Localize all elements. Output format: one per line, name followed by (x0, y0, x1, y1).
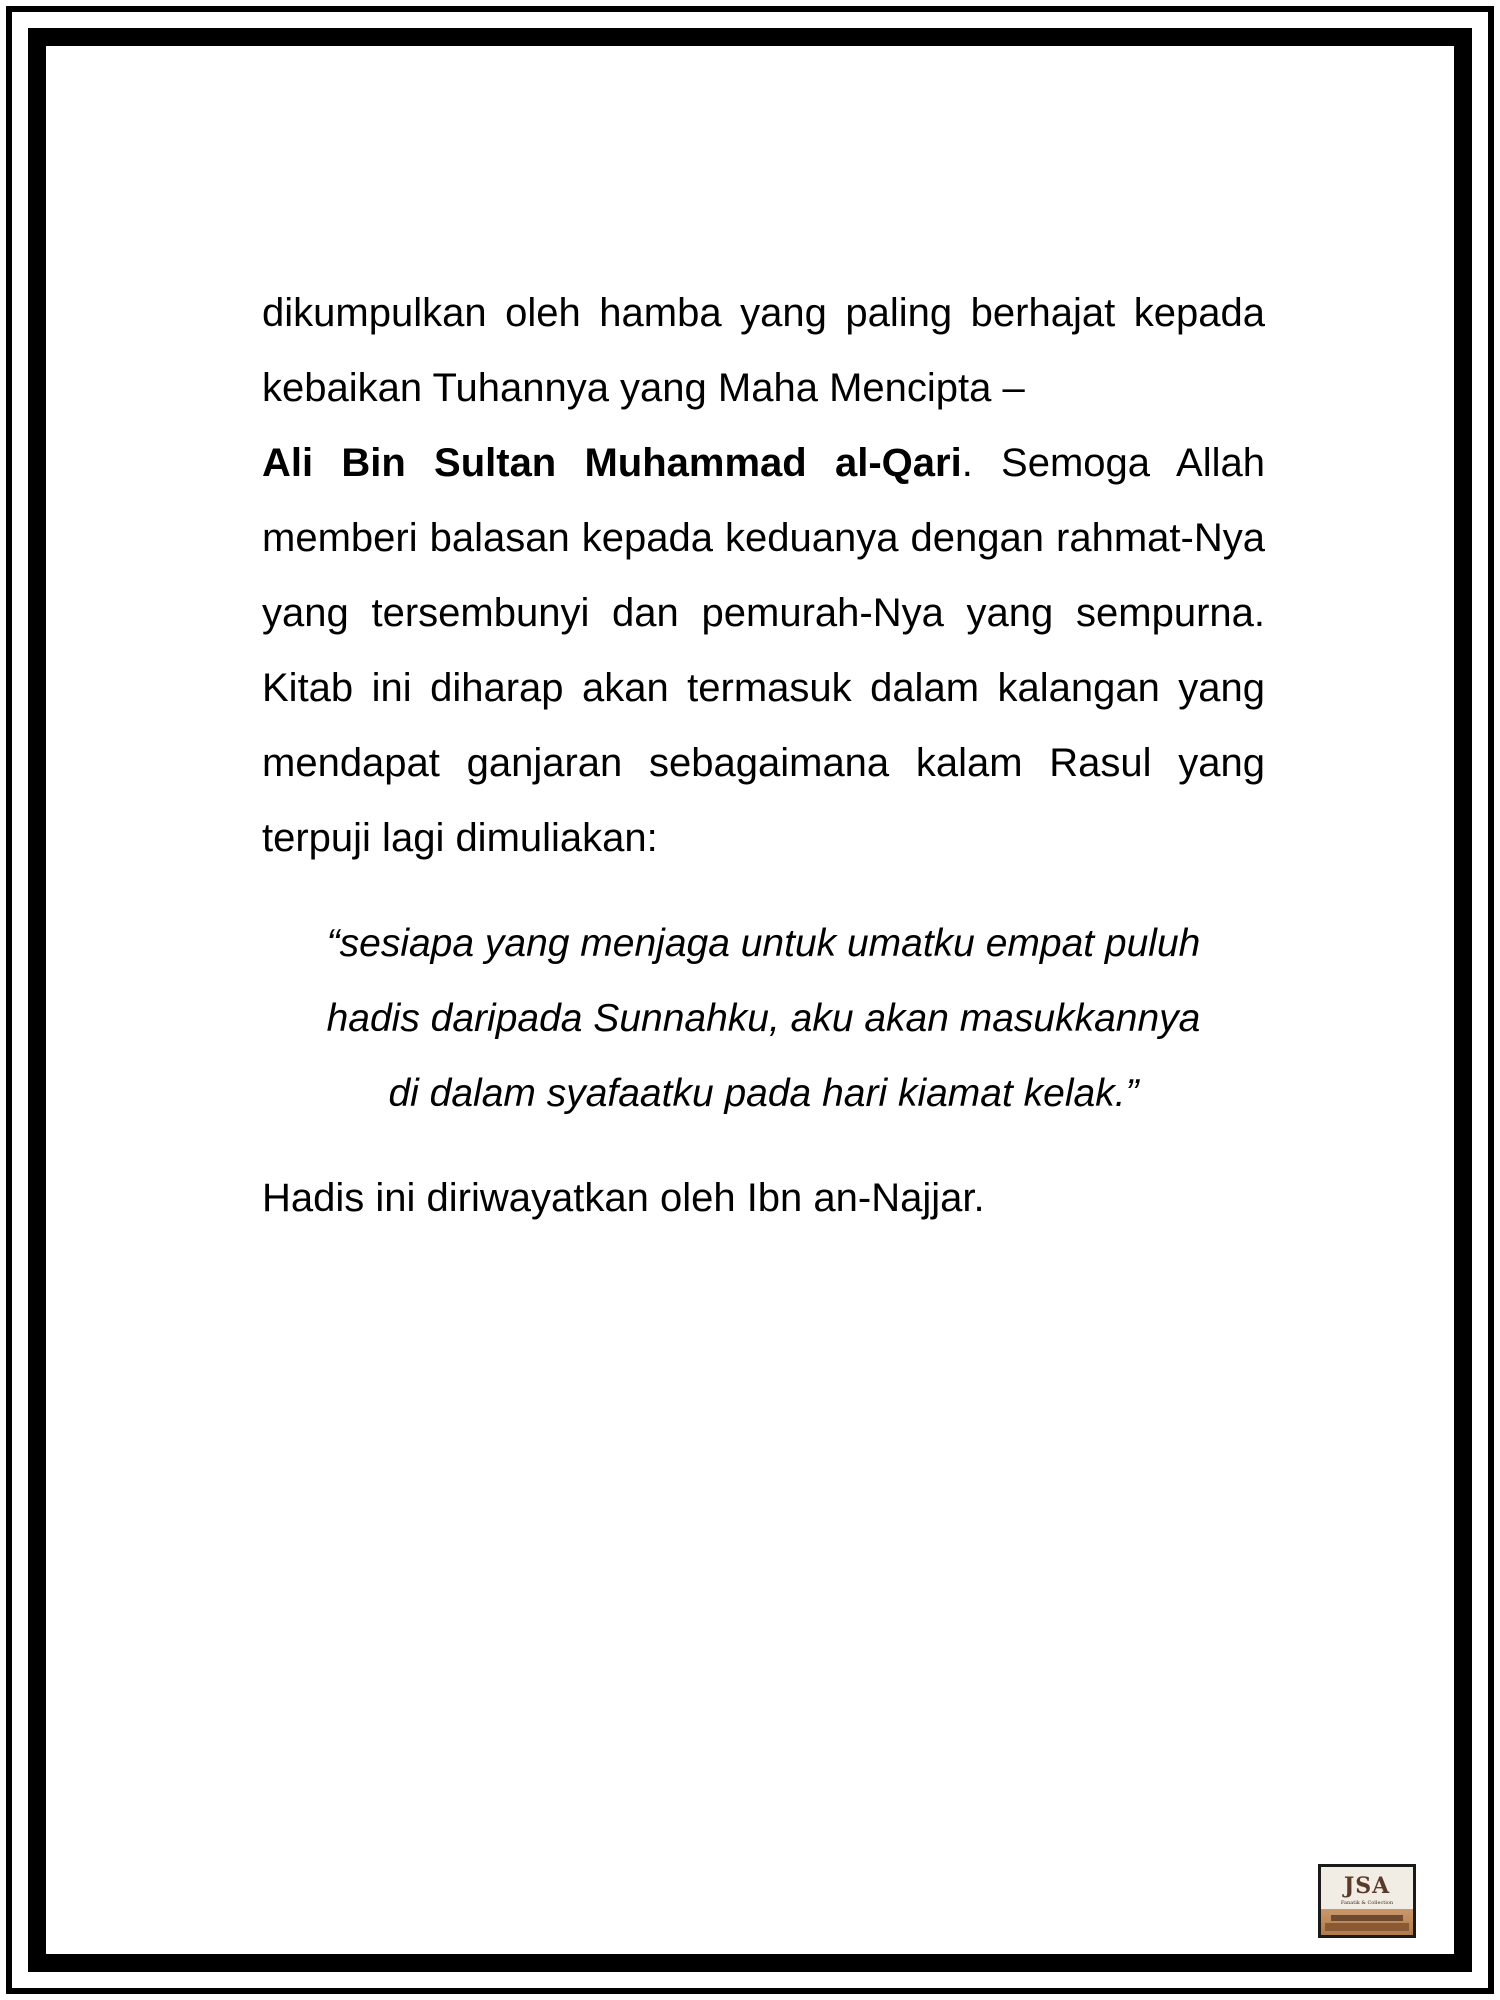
page-content (262, 276, 1265, 1236)
logo-text: JSA (1343, 1873, 1391, 1899)
jsa-logo (1318, 1864, 1416, 1938)
quote-line: “sesiapa yang menjaga untuk umatku empat puluh (326, 922, 1201, 965)
hadith-quote (262, 906, 1265, 1131)
author-name: Ali Bin Sultan Muhammad al-Qari (262, 441, 962, 485)
logo-base (1325, 1923, 1409, 1931)
paragraph-text-end: . Semoga Allah memberi balasan kepada keduanya dengan rahmat-Nya yang tersembunyi dan pemurah-Nya yang sempurna. Kitab ini diharap akan termasuk dalam kalangan yang mendapat ganjaran sebagaimana kalam Rasul yang terpuji lagi dimuliakan: (262, 441, 1265, 860)
paragraph-text-start: dikumpulkan oleh hamba yang paling berhajat kepada kebaikan Tuhannya yang Maha Mencipta – (262, 291, 1265, 410)
quote-line: hadis daripada Sunnahku, aku akan masukkannya (326, 997, 1201, 1040)
narration-text: Hadis ini diriwayatkan oleh Ibn an-Najjar. (262, 1176, 985, 1220)
body-paragraph (262, 276, 1265, 876)
logo-bar (1331, 1915, 1403, 1921)
quote-line: di dalam syafaatku pada hari kiamat kelak.” (388, 1072, 1139, 1115)
logo-subtext: Fanatik & Collection (1340, 1900, 1394, 1906)
